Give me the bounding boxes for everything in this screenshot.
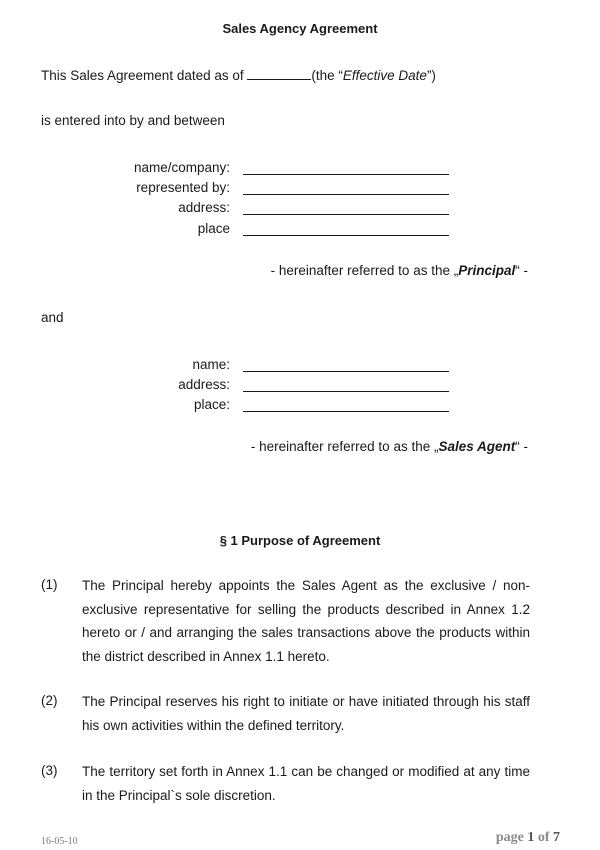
- page-label: page: [495, 830, 524, 845]
- clause-number: (1): [41, 577, 58, 592]
- principal-field-row: [0, 200, 600, 220]
- principal-address-line[interactable]: [243, 200, 449, 215]
- footer-date: 16-05-10: [41, 836, 78, 847]
- intro-suffix-open: (the “: [311, 68, 343, 83]
- effective-date-term: Effective Date: [342, 68, 427, 83]
- entered-into-text: is entered into by and between: [41, 113, 225, 128]
- page-of: of: [537, 830, 550, 845]
- agent-field-row: [0, 357, 600, 377]
- agent-field-label: address:: [178, 377, 230, 392]
- clause-number: (3): [41, 763, 58, 778]
- agent-field-label: name:: [192, 357, 230, 372]
- page-number: [496, 830, 560, 846]
- sales-agent-term: Sales Agent: [438, 439, 516, 454]
- principal-field-label: name/company:: [133, 160, 230, 175]
- clause-text: The Principal reserves his right to initiate or have initiated through his staff his own activities within the defined territory.: [82, 694, 530, 733]
- page-current: 1: [527, 830, 535, 845]
- principal-field-label: represented by:: [136, 180, 230, 195]
- agent-field-row: [0, 377, 600, 397]
- document-title: Sales Agency Agreement: [222, 21, 378, 36]
- section-title: § 1 Purpose of Agreement: [219, 533, 381, 548]
- intro-line: [41, 67, 436, 83]
- clause-text: The Principal hereby appoints the Sales Agent as the exclusive / non-exclusive representative for selling the products described in Annex 1.2 hereto or / and arranging the sales transactions above the products within the district described in Annex 1.1 hereto.: [82, 578, 530, 664]
- principal-place-line[interactable]: [243, 221, 449, 236]
- intro-prefix: This Sales Agreement dated as of: [41, 68, 248, 83]
- intro-suffix-close: ”): [426, 68, 436, 83]
- principal-represented-line[interactable]: [243, 180, 449, 195]
- referral-suffix: “ -: [515, 263, 528, 278]
- agent-place-line[interactable]: [243, 397, 449, 412]
- clause-text: The territory set forth in Annex 1.1 can be changed or modified at any time in the Principal`s sole discretion.: [82, 764, 530, 803]
- principal-field-row: [0, 160, 600, 180]
- principal-field-row: [0, 180, 600, 200]
- agent-field-row: [0, 397, 600, 417]
- principal-field-label: place: [197, 221, 230, 236]
- referral-suffix: “ -: [515, 439, 528, 454]
- agent-field-label: place:: [193, 397, 230, 412]
- agent-address-line[interactable]: [243, 377, 449, 392]
- page-total: 7: [553, 830, 560, 845]
- agent-referral: [251, 439, 528, 454]
- agent-name-line[interactable]: [243, 357, 449, 372]
- and-text: and: [41, 310, 64, 325]
- referral-prefix: - hereinafter referred to as the „: [250, 439, 439, 454]
- principal-field-label: address:: [178, 200, 230, 215]
- referral-prefix: - hereinafter referred to as the „: [270, 263, 459, 278]
- date-blank-line[interactable]: [247, 67, 311, 80]
- principal-name-line[interactable]: [243, 160, 449, 175]
- principal-referral: [271, 263, 528, 278]
- principal-term: Principal: [458, 263, 516, 278]
- principal-field-row: [0, 221, 600, 241]
- clause-number: (2): [41, 693, 58, 708]
